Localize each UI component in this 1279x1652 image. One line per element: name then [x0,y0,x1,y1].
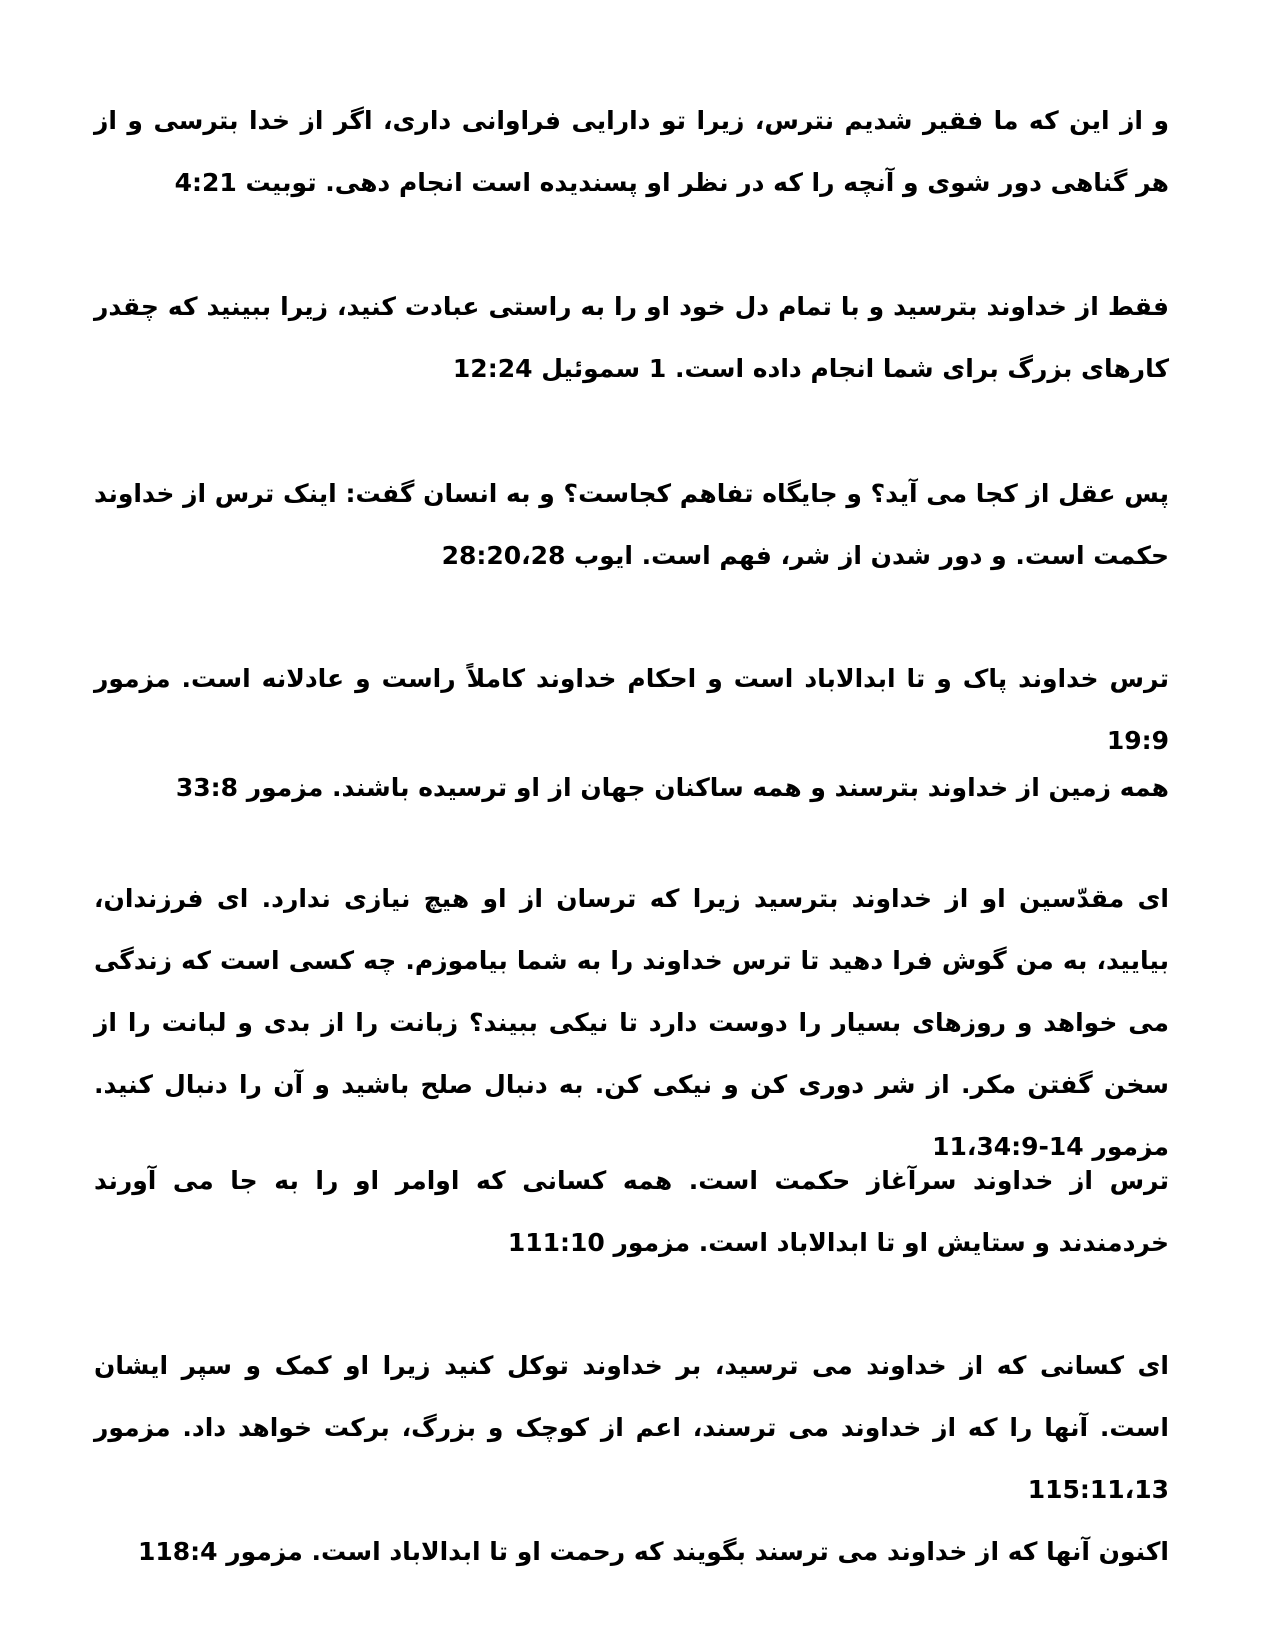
verse-reference: 12:24 [452,354,533,383]
verse-reference: 118:4 [137,1537,218,1566]
verse-text: همه زمین از خداوند بترسند و همه ساکنان جهان از او ترسیده باشند. مزمور [246,773,1169,802]
verse-text: ای کسانی که از خداوند می ترسید، بر خداوند توکل کنید زیرا او کمک و سپر ایشان است. آنها را که از خداوند می ترسند، اعم از کوچک و بزرگ، برکت خواهد داد. مزمور [94,1351,1169,1442]
verse-reference: 115:11،13 [1027,1475,1169,1504]
verse-reference: 28:20،28 [441,541,566,570]
verse-text: اکنون آنها که از خداوند می ترسند بگویند که رحمت او تا ابدالاباد است. مزمور [226,1537,1169,1566]
verse-paragraph-psalm-34 [94,868,1169,1178]
verse-reference: 19:9 [1106,726,1169,755]
verse-text: ترس خداوند پاک و تا ابدالاباد است و احکام خداوند کاملاً راست و عادلانه است. مزمور [94,664,1169,693]
verse-paragraph-psalm-33 [94,757,1169,819]
verse-text: پس عقل از کجا می آید؟ و جایگاه تفاهم کجاست؟ و به انسان گفت: اینک ترس از خداوند حکمت است. و دور شدن از شر، فهم است. ایوب [94,479,1169,570]
verse-paragraph-1-samuel [94,276,1169,400]
verse-paragraph-psalm-115-118 [94,1335,1169,1583]
verse-text: فقط از خداوند بترسید و با تمام دل خود او را به راستی عبادت کنید، زیرا ببینید که چقدر کارهای بزرگ برای شما انجام داده است. 1 سموئیل [94,292,1169,383]
verse-text: ای مقدّسین او از خداوند بترسید زیرا که ترسان از او هیچ نیازی ندارد. ای فرزندان، بیایید، به من گوش فرا دهید تا ترس خداوند را به شما بیاموزم. چه کسی است که زندگی می خواهد و روزهای بسیار را دوست دارد تا نیکی ببیند؟ زبانت را از بدی و لبانت را از سخن گفتن مکر. از شر دوری کن و نیکی کن. به دنبال صلح باشید و آن را دنبال کنید. مزمور [94,884,1169,1161]
verse-paragraph-psalm-111 [94,1150,1169,1274]
verse-paragraph-tobit [94,90,1169,214]
verse-reference: 111:10 [507,1228,605,1257]
verse-text: ترس از خداوند سرآغاز حکمت است. همه کسانی که اوامر او را به جا می آورند خردمندند و ستایش او تا ابدالاباد است. مزمور [94,1166,1169,1257]
verse-text: و از این که ما فقیر شدیم نترس، زیرا تو دارایی فراوانی داری، اگر از خدا بترسی و از هر گناهی دور شوی و آنچه را که در نظر او پسندیده است انجام دهی. توبیت [94,106,1169,197]
verse-paragraph-psalm-19 [94,648,1169,772]
verse-reference: 4:21 [174,168,237,197]
verse-reference: 33:8 [175,773,239,802]
verse-reference: 11،34:9-14 [932,1132,1084,1161]
verse-paragraph-job [94,463,1169,587]
